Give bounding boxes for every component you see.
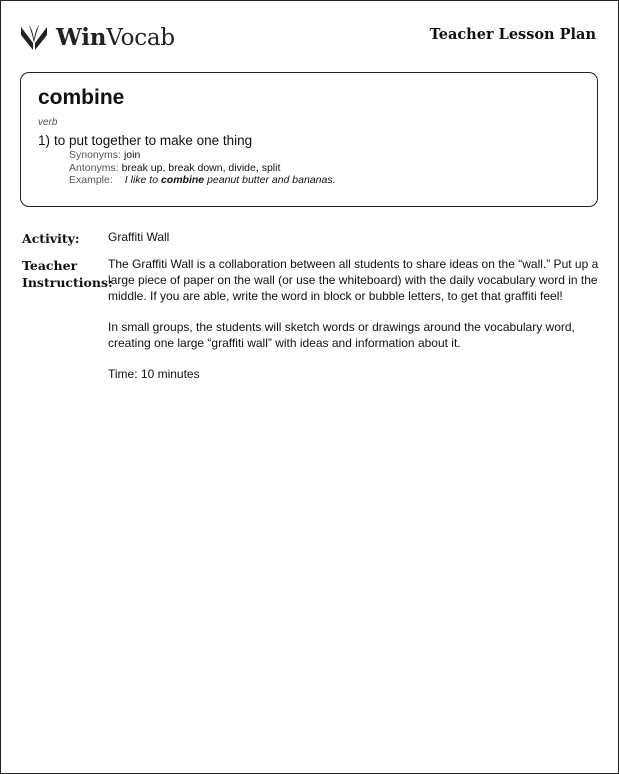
instructions-paragraph-1: The Graffiti Wall is a collaboration between all students to share ideas on the “wall.” Put up a large piece of paper on the wall (or use the whiteboard) with the daily vocabulary word in the middle. If you are able, write the word in block or bubble letters, to get that graffiti feel! [108,257,599,303]
example-row: Example: I like to combine peanut butter and bananas. [69,174,336,186]
word-card [20,72,598,207]
instructions-paragraph-2: In small groups, the students will sketch words or drawings around the vocabulary word, creating one large “graffiti wall” with ideas and information about it. [108,320,575,350]
part-of-speech: verb [38,117,58,128]
activity-value: Graffiti Wall [108,230,170,244]
antonyms-value: break up, break down, divide, split [121,162,281,174]
definition: 1) to put together to make one thing [38,133,253,148]
instructions-label: Teacher Instructions: [22,258,113,290]
instructions-body [108,256,600,382]
brand-logo [20,23,175,51]
winvocab-logo-icon [20,23,48,51]
synonyms-value: join [123,149,141,161]
synonyms-row: Synonyms: join [69,149,141,161]
vocabulary-word: combine [38,86,125,109]
brand-name: WinVocab [56,23,175,51]
antonyms-row: Antonyms: break up, break down, divide, split [69,162,281,174]
activity-time: Time: 10 minutes [108,367,200,381]
activity-label: Activity: [22,231,80,246]
example-sentence: I like to combine peanut butter and bananas. [124,174,336,186]
page-title: Teacher Lesson Plan [429,26,596,43]
